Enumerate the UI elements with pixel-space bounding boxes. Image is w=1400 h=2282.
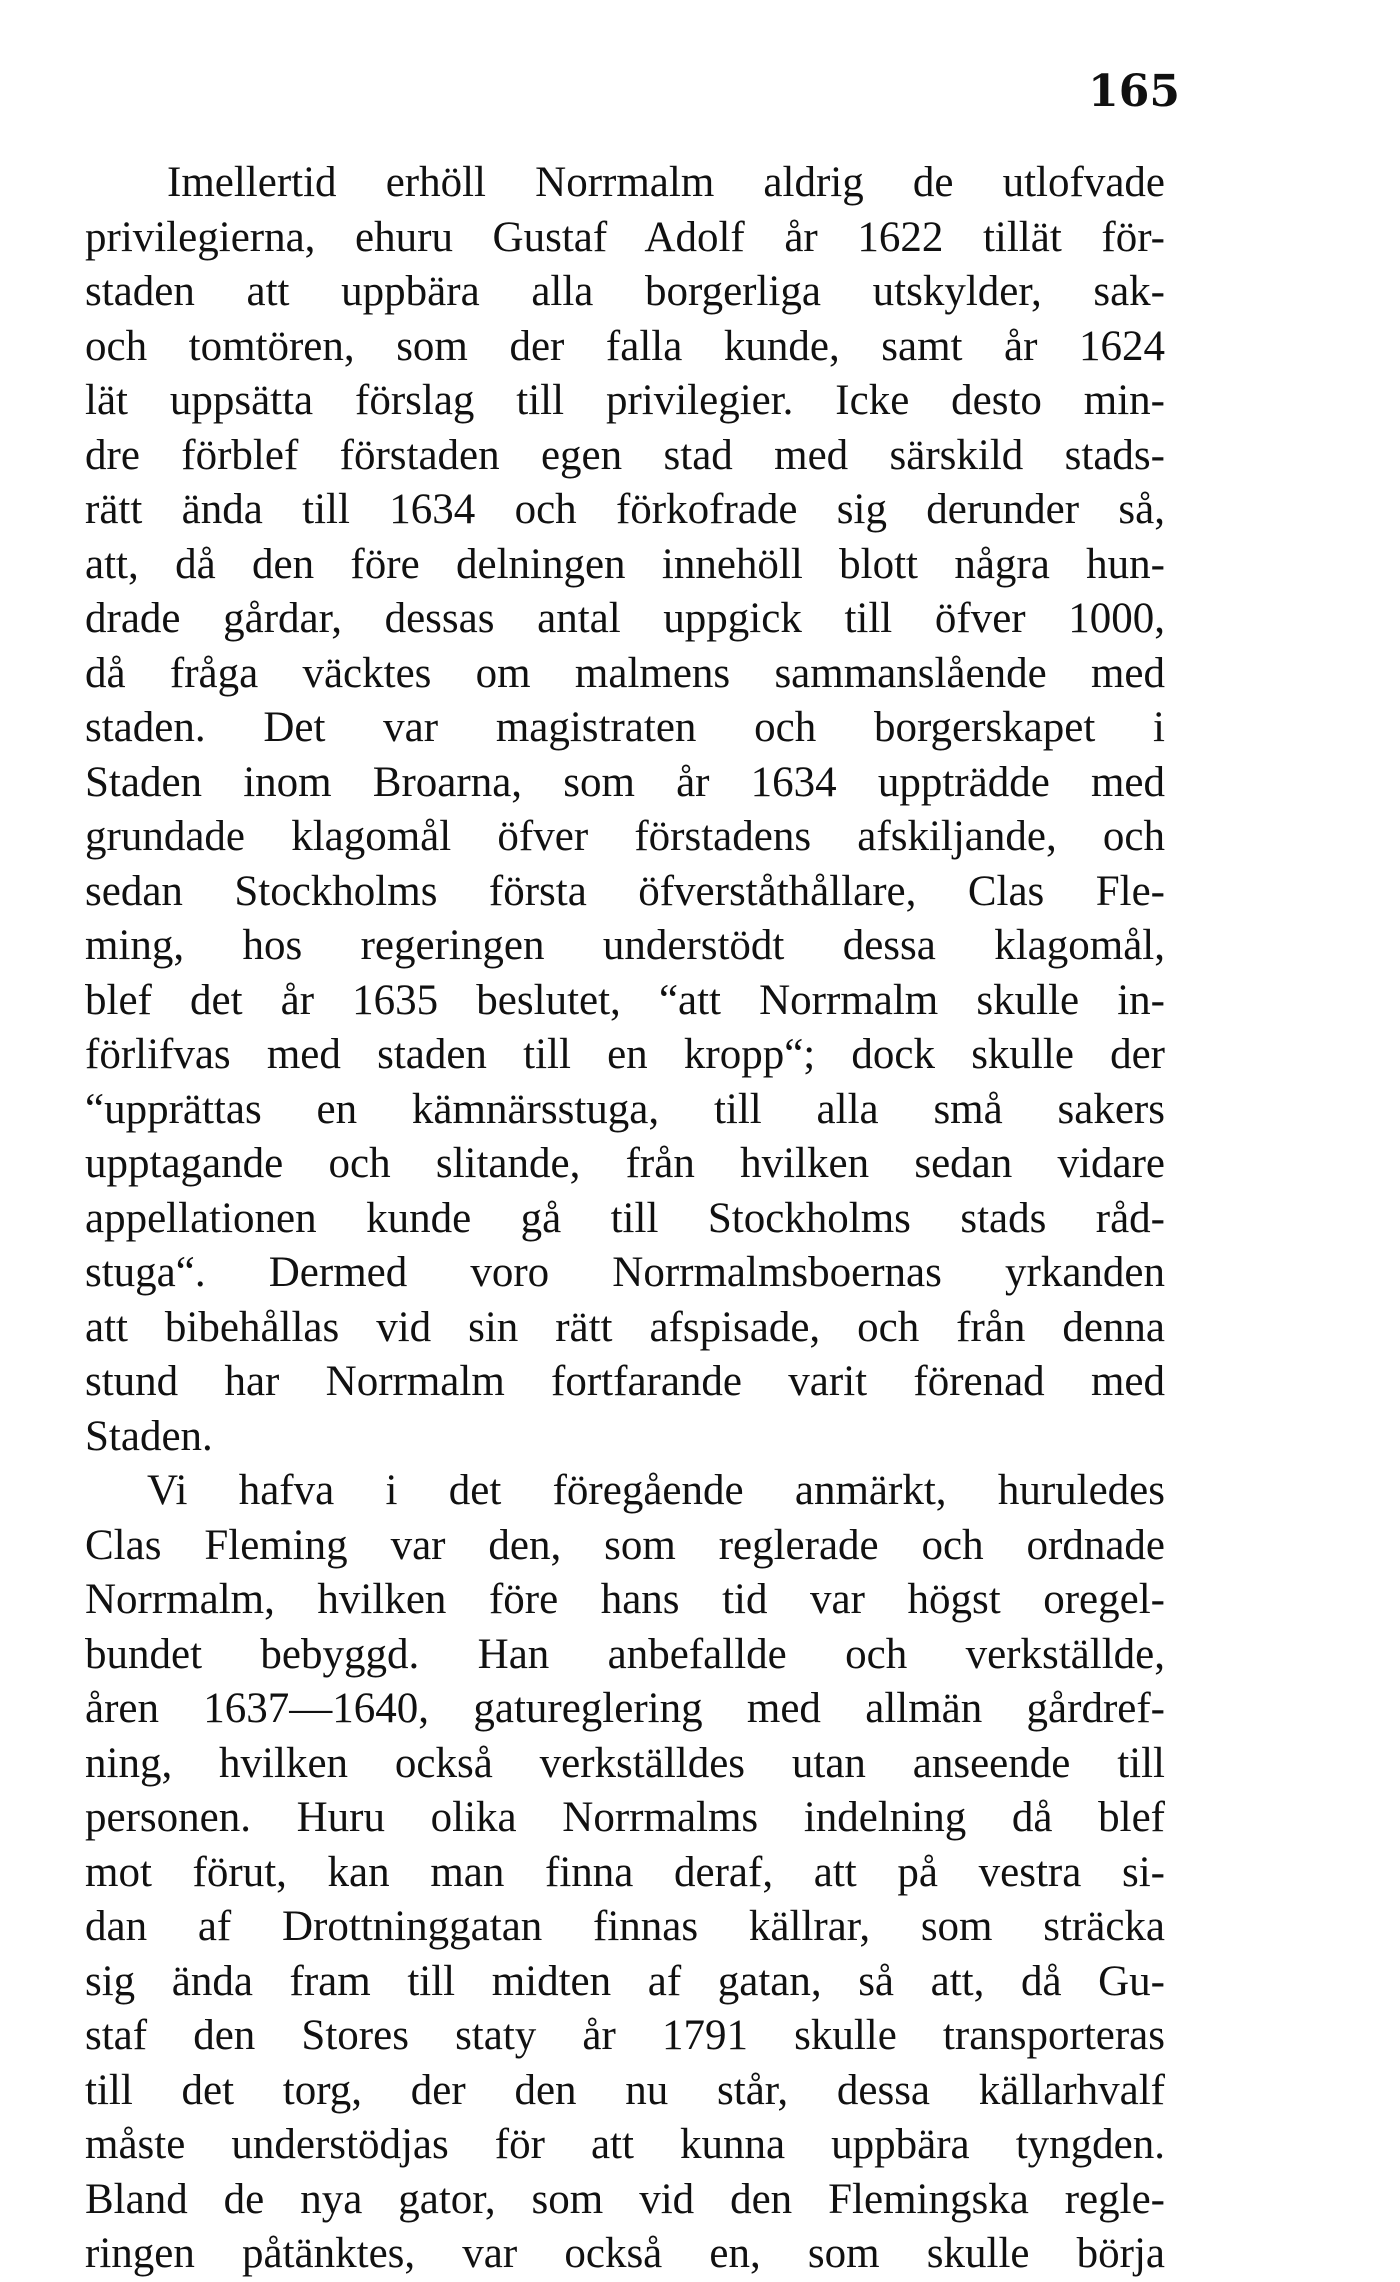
text-line: att bibehållas vid sin rätt afspisade, och från denna xyxy=(85,1303,1165,1351)
text-line: Clas Fleming var den, som reglerade och ordnade xyxy=(85,1521,1165,1569)
text-line: förlifvas med staden till en kropp“; dock skulle der xyxy=(85,1031,1165,1078)
text-line: mot förut, kan man finna deraf, att på vestra si- xyxy=(85,1848,1165,1896)
text-line: dre förblef förstaden egen stad med särskild stads- xyxy=(85,431,1165,479)
text-line: Staden. xyxy=(85,1412,213,1460)
text-line: staden att uppbära alla borgerliga utskylder, sak- xyxy=(85,268,1165,315)
text-line: Norrmalm, hvilken före hans tid var högst oregel- xyxy=(85,1576,1165,1623)
text-line: ning, hvilken också verkställdes utan anseende till xyxy=(85,1739,1165,1787)
text-line: då fråga väcktes om malmens sammanslående med xyxy=(85,649,1165,697)
text-line: sedan Stockholms första öfverståthållare, Clas Fle- xyxy=(85,867,1165,915)
text-line: “upprättas en kämnärsstuga, till alla små sakers xyxy=(85,1085,1165,1133)
text-line: rätt ända till 1634 och förkofrade sig derunder så, xyxy=(85,486,1165,533)
text-line: till det torg, der den nu står, dessa källarhvalf xyxy=(85,2066,1165,2114)
text-line: Bland de nya gator, som vid den Flemingska regle- xyxy=(85,2175,1165,2223)
text-line: blef det år 1635 beslutet, “att Norrmalm skulle in- xyxy=(85,976,1165,1024)
text-line: Vi hafva i det föregående anmärkt, huruledes xyxy=(147,1467,1165,1514)
text-line: drade gårdar, dessas antal uppgick till öfver 1000, xyxy=(85,595,1165,642)
text-line: privilegierna, ehuru Gustaf Adolf år 1622 tillät för- xyxy=(85,213,1165,261)
text-line: åren 1637—1640, gatureglering med allmän gårdref- xyxy=(85,1685,1165,1732)
text-line: bundet bebyggd. Han anbefallde och verkställde, xyxy=(85,1630,1165,1678)
text-line: sig ända fram till midten af gatan, så att, då Gu- xyxy=(85,1957,1165,2005)
text-line: appellationen kunde gå till Stockholms stads råd- xyxy=(85,1194,1165,1242)
text-line: ming, hos regeringen understödt dessa klagomål, xyxy=(85,922,1165,969)
text-line: grundade klagomål öfver förstadens afskiljande, och xyxy=(85,813,1165,860)
text-line: staden. Det var magistraten och borgerskapet i xyxy=(85,704,1165,751)
text-line: stund har Norrmalm fortfarande varit förenad med xyxy=(85,1358,1165,1405)
text-line: personen. Huru olika Norrmalms indelning då blef xyxy=(85,1794,1165,1841)
text-line: lät uppsätta förslag till privilegier. Icke desto min- xyxy=(85,377,1165,424)
text-line: Imellertid erhöll Norrmalm aldrig de utlofvade xyxy=(167,159,1165,206)
text-line: och tomtören, som der falla kunde, samt år 1624 xyxy=(85,322,1165,370)
text-line: ringen påtänktes, var också en, som skulle börja xyxy=(85,2230,1165,2277)
page-number: 165 xyxy=(1088,66,1180,117)
text-line: Staden inom Broarna, som år 1634 uppträdde med xyxy=(85,758,1165,806)
text-line: att, då den före delningen innehöll blott några hun- xyxy=(85,540,1165,588)
body-text xyxy=(85,156,1165,2282)
text-line: måste understödjas för att kunna uppbära tyngden. xyxy=(85,2121,1165,2168)
text-line: upptagande och slitande, från hvilken sedan vidare xyxy=(85,1140,1165,1187)
text-line: dan af Drottninggatan finnas källrar, som sträcka xyxy=(85,1903,1165,1950)
text-line: staf den Stores staty år 1791 skulle transporteras xyxy=(85,2012,1165,2059)
text-line: stuga“. Dermed voro Norrmalmsboernas yrkanden xyxy=(85,1249,1165,1296)
